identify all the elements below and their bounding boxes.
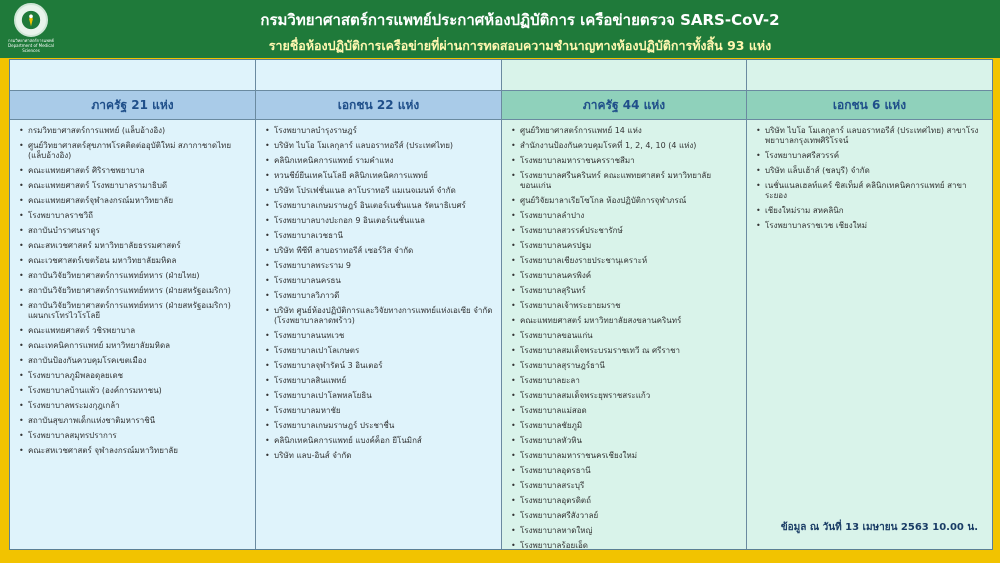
lab-list-item: • โรงพยาบาลพระราม 9 (274, 261, 495, 271)
lab-list-item: • บริษัท ศูนย์ห้องปฏิบัติการและวิจัยทางการแพทย์แห่งเอเซีย จำกัด (โรงพยาบาลลาดพร้าว) (274, 306, 495, 326)
lab-list-item: • โรงพยาบาลยะลา (520, 376, 740, 386)
lab-list-item: • โรงพยาบาลเกษมราษฎร์ ประชาชื่น (274, 421, 495, 431)
lab-list-item: • คณะเทคนิคการแพทย์ มหาวิทยาลัยมหิดล (28, 341, 249, 351)
lab-list-item: • โรงพยาบาลบ้านแพ้ว (องค์การมหาชน) (28, 386, 249, 396)
lab-list-item: • คณะแพทยศาสตร์ มหาวิทยาลัยสงขลานครินทร์ (520, 316, 740, 326)
column-header: เอกชน 6 แห่ง (747, 90, 992, 120)
lab-list-item: • โรงพยาบาลนนทเวช (274, 331, 495, 341)
lab-list-item: • โรงพยาบาลสระบุรี (520, 481, 740, 491)
lab-list-item: • บริษัท ไบโอ โมเลกุลาร์ แลบอราทอรีส์ (ประเทศไทย) สาขาโรงพยาบาลกรุงเทพศิริโรจน์ (765, 126, 986, 146)
column-province-private (747, 60, 992, 549)
lab-list-item: • โรงพยาบาลราชวิถี (28, 211, 249, 221)
column-header: ภาครัฐ 44 แห่ง (502, 90, 746, 120)
column-province-government (502, 60, 747, 549)
lab-list-item: • ศูนย์วิทยาศาสตร์สุขภาพโรคติดต่ออุบัติใหม่ สภากาชาดไทย (แล็บอ้างอิง) (28, 141, 249, 161)
lab-list (256, 122, 501, 549)
lab-list-item: • โรงพยาบาลวิภาวดี (274, 291, 495, 301)
lab-list-item: • โรงพยาบาลอุตรดิตถ์ (520, 496, 740, 506)
lab-list-item: • โรงพยาบาลบำรุงราษฎร์ (274, 126, 495, 136)
lab-list (747, 122, 992, 549)
lab-list-item: • คณะแพทยศาสตร์ วชิรพยาบาล (28, 326, 249, 336)
lab-list-item: • คณะแพทยศาสตร์ โรงพยาบาลรามาธิบดี (28, 181, 249, 191)
lab-list-item: • โรงพยาบาลมหาราชนครราชสีมา (520, 156, 740, 166)
lab-list-item: • คณะสหเวชศาสตร์ จุฬาลงกรณ์มหาวิทยาลัย (28, 446, 249, 456)
lab-list-item: • สถาบันสุขภาพเด็กแห่งชาติมหาราชินี (28, 416, 249, 426)
lab-list-item: • โรงพยาบาลสมเด็จพระบรมราชเทวี ณ ศรีราชา (520, 346, 740, 356)
logo-text: กรมวิทยาศาสตร์การแพทย์ Department of Medical Sciences (8, 38, 54, 53)
lab-list-item: • โรงพยาบาลจุฬารัตน์ 3 อินเตอร์ (274, 361, 495, 371)
lab-list-item: • โรงพยาบาลสินแพทย์ (274, 376, 495, 386)
lab-list-item: • โรงพยาบาลสมุทรปราการ (28, 431, 249, 441)
column-header: เอกชน 22 แห่ง (256, 90, 501, 120)
dmsc-logo (8, 3, 54, 53)
lab-list-item: • โรงพยาบาลอุดรธานี (520, 466, 740, 476)
lab-list-item: • สถาบันวิจัยวิทยาศาสตร์การแพทย์ทหาร (ฝ่ายไทย) (28, 271, 249, 281)
lab-list-item: • คณะเวชศาสตร์เขตร้อน มหาวิทยาลัยมหิดล (28, 256, 249, 266)
lab-list-item: • โรงพยาบาลสุราษฎร์ธานี (520, 361, 740, 371)
lab-list-item: • เชียงใหม่ราม สหคลินิก (765, 206, 986, 216)
lab-list-item: • คลินิกเทคนิคการแพทย์ แบงค์ค็อก ยีโนมิกส์ (274, 436, 495, 446)
lab-list-item: • ศูนย์วิทยาศาสตร์การแพทย์ 14 แห่ง (520, 126, 740, 136)
lab-list-item: • กรมวิทยาศาสตร์การแพทย์ (แล็บอ้างอิง) (28, 126, 249, 136)
lab-list-item: • โรงพยาบาลหาดใหญ่ (520, 526, 740, 536)
lab-list-item: • โรงพยาบาลชัยภูมิ (520, 421, 740, 431)
lab-list-item: • โรงพยาบาลศรีสวรรค์ (765, 151, 986, 161)
lab-list-item: • สถาบันวิจัยวิทยาศาสตร์การแพทย์ทหาร (ฝ่ายสหรัฐอเมริกา) แผนกเรโทรไวโรโลยี (28, 301, 249, 321)
lab-list-item: • สถาบันบำราศนราดูร (28, 226, 249, 236)
lab-list-item: • โรงพยาบาลหัวหิน (520, 436, 740, 446)
lab-list (502, 122, 746, 549)
lab-list-item: • โรงพยาบาลเชียงรายประชานุเคราะห์ (520, 256, 740, 266)
lab-list-item: • สถาบันวิจัยวิทยาศาสตร์การแพทย์ทหาร (ฝ่ายสหรัฐอเมริกา) (28, 286, 249, 296)
lab-list-item: • โรงพยาบาลมหาราชนครเชียงใหม่ (520, 451, 740, 461)
lab-list-item: • โรงพยาบาลเกษมราษฎร์ อินเตอร์เนชั่นแนล รัตนาธิเบศร์ (274, 201, 495, 211)
lab-list-item: • บริษัท พีซีที ลาบอราทอรีส์ เซอร์วิส จำกัด (274, 246, 495, 256)
lab-list-item: • โรงพยาบาลเปาโลเกษตร (274, 346, 495, 356)
lab-list-item: • โรงพยาบาลขอนแก่น (520, 331, 740, 341)
lab-list-item: • โรงพยาบาลลำปาง (520, 211, 740, 221)
lab-list-item: • โรงพยาบาลสมเด็จพระยุพราชสระแก้ว (520, 391, 740, 401)
lab-list-item: • คณะแพทยศาสตร์ ศิริราชพยาบาล (28, 166, 249, 176)
lab-list-item: • บริษัท โปรเฟชั่นแนล ลาโบราทอรี แมเนจเมนท์ จำกัด (274, 186, 495, 196)
logo-emblem-icon (14, 3, 48, 37)
lab-list-item: • โรงพยาบาลแม่สอด (520, 406, 740, 416)
lab-list-item: • โรงพยาบาลมหาชัย (274, 406, 495, 416)
lab-list-item: • โรงพยาบาลศรีนครินทร์ คณะแพทยศาสตร์ มหาวิทยาลัยขอนแก่น (520, 171, 740, 191)
lab-list-item: • สถาบันป้องกันควบคุมโรคเขตเมือง (28, 356, 249, 366)
column-header: ภาครัฐ 21 แห่ง (10, 90, 255, 120)
column-bangkok-private (256, 60, 502, 549)
lab-list-item: • โรงพยาบาลพระมงกุฎเกล้า (28, 401, 249, 411)
lab-list-item: • คณะสหเวชศาสตร์ มหาวิทยาลัยธรรมศาสตร์ (28, 241, 249, 251)
lab-list-item: • โรงพยาบาลเจ้าพระยายมราช (520, 301, 740, 311)
lab-list-item: • บริษัท แล็บเฮ้าส์ (ชลบุรี) จำกัด (765, 166, 986, 176)
lab-list-item: • โรงพยาบาลนครธน (274, 276, 495, 286)
lab-list-item: • โรงพยาบาลร้อยเอ็ด (520, 541, 740, 551)
lab-list-item: • โรงพยาบาลเวชธานี (274, 231, 495, 241)
page-subtitle: รายชื่อห้องปฏิบัติการเครือข่ายที่ผ่านการทดสอบความชำนาญทางห้องปฏิบัติการทั้งสิ้น 93 แห่ง (268, 38, 772, 53)
lab-list-item: • คลินิกเทคนิคการแพทย์ รามคำแหง (274, 156, 495, 166)
lab-list-item: • คณะแพทยศาสตร์จุฬาลงกรณ์มหาวิทยาลัย (28, 196, 249, 206)
lab-list-item: • โรงพยาบาลภูมิพลอดุลยเดช (28, 371, 249, 381)
lab-list-item: • บริษัท ไบโอ โมเลกุลาร์ แลบอราทอรีส์ (ประเทศไทย) (274, 141, 495, 151)
lab-list-item: • หวนชีย์ยีนเทคโนโลยี คลินิกเทคนิคการแพทย์ (274, 171, 495, 181)
lab-list-item: • โรงพยาบาลเปาโลพหลโยธิน (274, 391, 495, 401)
lab-list-item: • โรงพยาบาลราชเวช เชียงใหม่ (765, 221, 986, 231)
page-title: กรมวิทยาศาสตร์การแพทย์ประกาศห้องปฏิบัติการ เครือข่ายตรวจ SARS-CoV-2 (260, 11, 780, 29)
lab-list-item: • โรงพยาบาลสุรินทร์ (520, 286, 740, 296)
lab-list-item: • ศูนย์วิจัยมาลาเรียโซโกล ห้องปฏิบัติการจุฬาภรณ์ (520, 196, 740, 206)
lab-list-item: • โรงพยาบาลบางปะกอก 9 อินเตอร์เนชั่นแนล (274, 216, 495, 226)
lab-list-item: • เนชั่นแนลเฮลท์แคร์ ซิสเท็มส์ คลินิกเทคนิคการแพทย์ สาขาระยอง (765, 181, 986, 201)
lab-list-item: • โรงพยาบาลนครปฐม (520, 241, 740, 251)
column-bangkok-government (10, 60, 256, 549)
lab-table (9, 59, 993, 550)
lab-list-item: • โรงพยาบาลศรีสังวาลย์ (520, 511, 740, 521)
lab-list-item: • โรงพยาบาลสวรรค์ประชารักษ์ (520, 226, 740, 236)
data-timestamp: ข้อมูล ณ วันที่ 13 เมษายน 2563 10.00 น. (780, 522, 978, 533)
lab-list (10, 122, 255, 549)
lab-list-item: • สำนักงานป้องกันควบคุมโรคที่ 1, 2, 4, 10 (4 แห่ง) (520, 141, 740, 151)
lab-list-item: • บริษัท แลบ-อินส์ จำกัด (274, 451, 495, 461)
header-banner (0, 0, 1000, 58)
lab-list-item: • โรงพยาบาลนครพิงค์ (520, 271, 740, 281)
